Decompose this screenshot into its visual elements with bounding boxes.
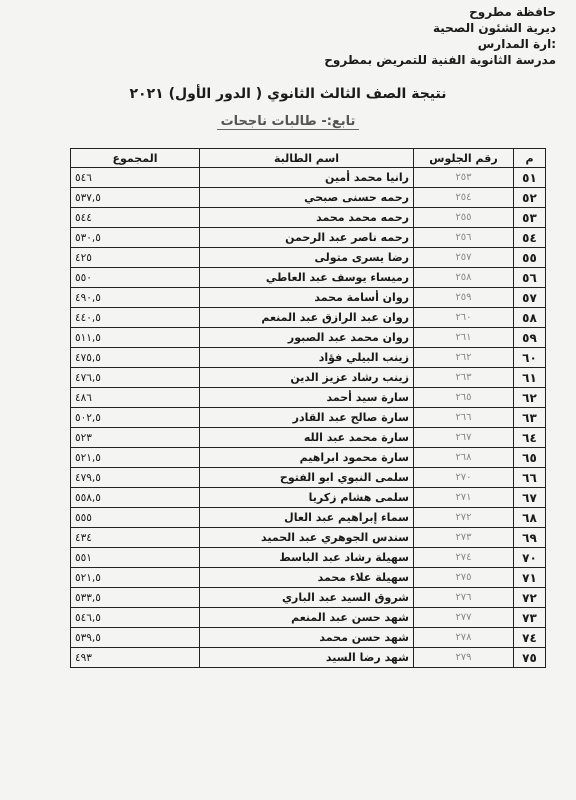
table-row	[71, 288, 546, 308]
seat-number-cell: ٢٦٠	[414, 308, 514, 328]
row-index: ٧٤	[514, 628, 546, 648]
seat-number-cell: ٢٦٨	[414, 448, 514, 468]
document-header	[324, 4, 556, 68]
table-row	[71, 208, 546, 228]
table-row	[71, 448, 546, 468]
total-cell: ٤٧٦,٥	[71, 368, 200, 388]
row-index: ٥٧	[514, 288, 546, 308]
table-row	[71, 368, 546, 388]
total-cell: ٥٣٣,٥	[71, 588, 200, 608]
total-cell: ٤٧٥,٥	[71, 348, 200, 368]
total-cell: ٤٢٥	[71, 248, 200, 268]
total-cell: ٥٢١,٥	[71, 448, 200, 468]
student-name-cell: روان محمد عبد الصبور	[200, 328, 414, 348]
row-index: ٦١	[514, 368, 546, 388]
student-name-cell: سندس الجوهري عبد الحميد	[200, 528, 414, 548]
student-name-cell: شروق السيد عبد الباري	[200, 588, 414, 608]
row-index: ٦٨	[514, 508, 546, 528]
total-cell: ٥٤٤	[71, 208, 200, 228]
table-row	[71, 168, 546, 188]
student-name-cell: سهيلة رشاد عبد الباسط	[200, 548, 414, 568]
row-index: ٥٨	[514, 308, 546, 328]
total-cell: ٥٢١,٥	[71, 568, 200, 588]
row-index: ٥٢	[514, 188, 546, 208]
student-name-cell: شهد حسن محمد	[200, 628, 414, 648]
total-cell: ٥٣٩,٥	[71, 628, 200, 648]
row-index: ٦٢	[514, 388, 546, 408]
row-index: ٥١	[514, 168, 546, 188]
seat-number-cell: ٢٦٦	[414, 408, 514, 428]
table-row	[71, 308, 546, 328]
student-name-cell: سارة محمود ابراهيم	[200, 448, 414, 468]
student-name-cell: رضا يسرى متولى	[200, 248, 414, 268]
total-cell: ٥٥٨,٥	[71, 488, 200, 508]
header-line-governorate: حافظة مطروح	[469, 5, 556, 19]
seat-number-cell: ٢٥٦	[414, 228, 514, 248]
row-index: ٧٠	[514, 548, 546, 568]
table-row	[71, 248, 546, 268]
student-name-cell: روان أسامة محمد	[200, 288, 414, 308]
student-name-cell: سارة صالح عبد القادر	[200, 408, 414, 428]
student-name-cell: رحمه ناصر عبد الرحمن	[200, 228, 414, 248]
row-index: ٦٣	[514, 408, 546, 428]
column-header-seat-number: رقم الجلوس	[414, 149, 514, 168]
row-index: ٥٣	[514, 208, 546, 228]
header-line-directorate: ديرية الشئون الصحية	[432, 21, 556, 35]
table-row	[71, 628, 546, 648]
seat-number-cell: ٢٧٤	[414, 548, 514, 568]
student-name-cell: سهيلة علاء محمد	[200, 568, 414, 588]
header-line-administration: :ارة المدارس	[477, 37, 556, 51]
table-row	[71, 408, 546, 428]
total-cell: ٥٣٧,٥	[71, 188, 200, 208]
total-cell: ٥١١,٥	[71, 328, 200, 348]
column-header-index: م	[514, 149, 546, 168]
seat-number-cell: ٢٥٤	[414, 188, 514, 208]
student-name-cell: رانيا محمد أمين	[200, 168, 414, 188]
total-cell: ٤٩٠,٥	[71, 288, 200, 308]
seat-number-cell: ٢٧٥	[414, 568, 514, 588]
row-index: ٦٠	[514, 348, 546, 368]
table-row	[71, 588, 546, 608]
student-name-cell: سارة سيد أحمد	[200, 388, 414, 408]
student-name-cell: رحمه حسنى صبحي	[200, 188, 414, 208]
row-index: ٧٥	[514, 648, 546, 668]
table-row	[71, 648, 546, 668]
row-index: ٦٤	[514, 428, 546, 448]
table-row	[71, 508, 546, 528]
table-row	[71, 488, 546, 508]
table-row	[71, 348, 546, 368]
total-cell: ٥٠٢,٥	[71, 408, 200, 428]
seat-number-cell: ٢٥٩	[414, 288, 514, 308]
document-title: نتيجة الصف الثالث الثانوي ( الدور الأول) ٢٠٢١	[129, 86, 447, 102]
column-header-total: المجموع	[71, 149, 200, 168]
table-row	[71, 428, 546, 448]
seat-number-cell: ٢٥٧	[414, 248, 514, 268]
document-subtitle	[0, 114, 576, 129]
student-name-cell: رحمه محمد محمد	[200, 208, 414, 228]
student-name-cell: رميساء يوسف عبد العاطي	[200, 268, 414, 288]
total-cell: ٤٨٦	[71, 388, 200, 408]
seat-number-cell: ٢٧٨	[414, 628, 514, 648]
student-name-cell: روان عبد الرازق عبد المنعم	[200, 308, 414, 328]
results-table	[70, 148, 546, 668]
table-row	[71, 268, 546, 288]
total-cell: ٥٥٥	[71, 508, 200, 528]
seat-number-cell: ٢٧٧	[414, 608, 514, 628]
total-cell: ٤٧٩,٥	[71, 468, 200, 488]
subtitle-text: تابع:- طالبات ناجحات	[217, 114, 360, 130]
student-name-cell: سلمى هشام زكريا	[200, 488, 414, 508]
student-name-cell: شهد حسن عبد المنعم	[200, 608, 414, 628]
seat-number-cell: ٢٧٦	[414, 588, 514, 608]
header-line-school: مدرسة الثانوية الفنية للتمريض بمطروح	[324, 53, 556, 67]
seat-number-cell: ٢٥٣	[414, 168, 514, 188]
row-index: ٥٥	[514, 248, 546, 268]
seat-number-cell: ٢٧٠	[414, 468, 514, 488]
row-index: ٧٣	[514, 608, 546, 628]
table-row	[71, 188, 546, 208]
seat-number-cell: ٢٧٩	[414, 648, 514, 668]
seat-number-cell: ٢٥٥	[414, 208, 514, 228]
table-row	[71, 468, 546, 488]
student-name-cell: زينب رشاد عزيز الدين	[200, 368, 414, 388]
total-cell: ٥٣٠,٥	[71, 228, 200, 248]
student-name-cell: زينب البيلي فؤاد	[200, 348, 414, 368]
table-row	[71, 568, 546, 588]
row-index: ٥٤	[514, 228, 546, 248]
table-header-row	[71, 149, 546, 168]
row-index: ٦٦	[514, 468, 546, 488]
total-cell: ٤٤٠,٥	[71, 308, 200, 328]
row-index: ٦٩	[514, 528, 546, 548]
student-name-cell: سماء إبراهيم عبد العال	[200, 508, 414, 528]
student-name-cell: سلمى النبوي ابو الفتوح	[200, 468, 414, 488]
row-index: ٦٥	[514, 448, 546, 468]
seat-number-cell: ٢٦٣	[414, 368, 514, 388]
table-row	[71, 548, 546, 568]
row-index: ٥٩	[514, 328, 546, 348]
student-name-cell: شهد رضا السيد	[200, 648, 414, 668]
table-row	[71, 608, 546, 628]
seat-number-cell: ٢٧٣	[414, 528, 514, 548]
column-header-student-name: اسم الطالبة	[200, 149, 414, 168]
total-cell: ٥٤٦,٥	[71, 608, 200, 628]
total-cell: ٤٩٣	[71, 648, 200, 668]
total-cell: ٥٢٣	[71, 428, 200, 448]
seat-number-cell: ٢٦٢	[414, 348, 514, 368]
row-index: ٥٦	[514, 268, 546, 288]
row-index: ٦٧	[514, 488, 546, 508]
row-index: ٧٢	[514, 588, 546, 608]
total-cell: ٤٣٤	[71, 528, 200, 548]
table-row	[71, 228, 546, 248]
seat-number-cell: ٢٦٥	[414, 388, 514, 408]
student-name-cell: سارة محمد عبد الله	[200, 428, 414, 448]
total-cell: ٥٥١	[71, 548, 200, 568]
seat-number-cell: ٢٥٨	[414, 268, 514, 288]
table-row	[71, 388, 546, 408]
total-cell: ٥٤٦	[71, 168, 200, 188]
table-row	[71, 528, 546, 548]
row-index: ٧١	[514, 568, 546, 588]
seat-number-cell: ٢٦٧	[414, 428, 514, 448]
seat-number-cell: ٢٦١	[414, 328, 514, 348]
seat-number-cell: ٢٧١	[414, 488, 514, 508]
table-row	[71, 328, 546, 348]
seat-number-cell: ٢٧٢	[414, 508, 514, 528]
total-cell: ٥٥٠	[71, 268, 200, 288]
